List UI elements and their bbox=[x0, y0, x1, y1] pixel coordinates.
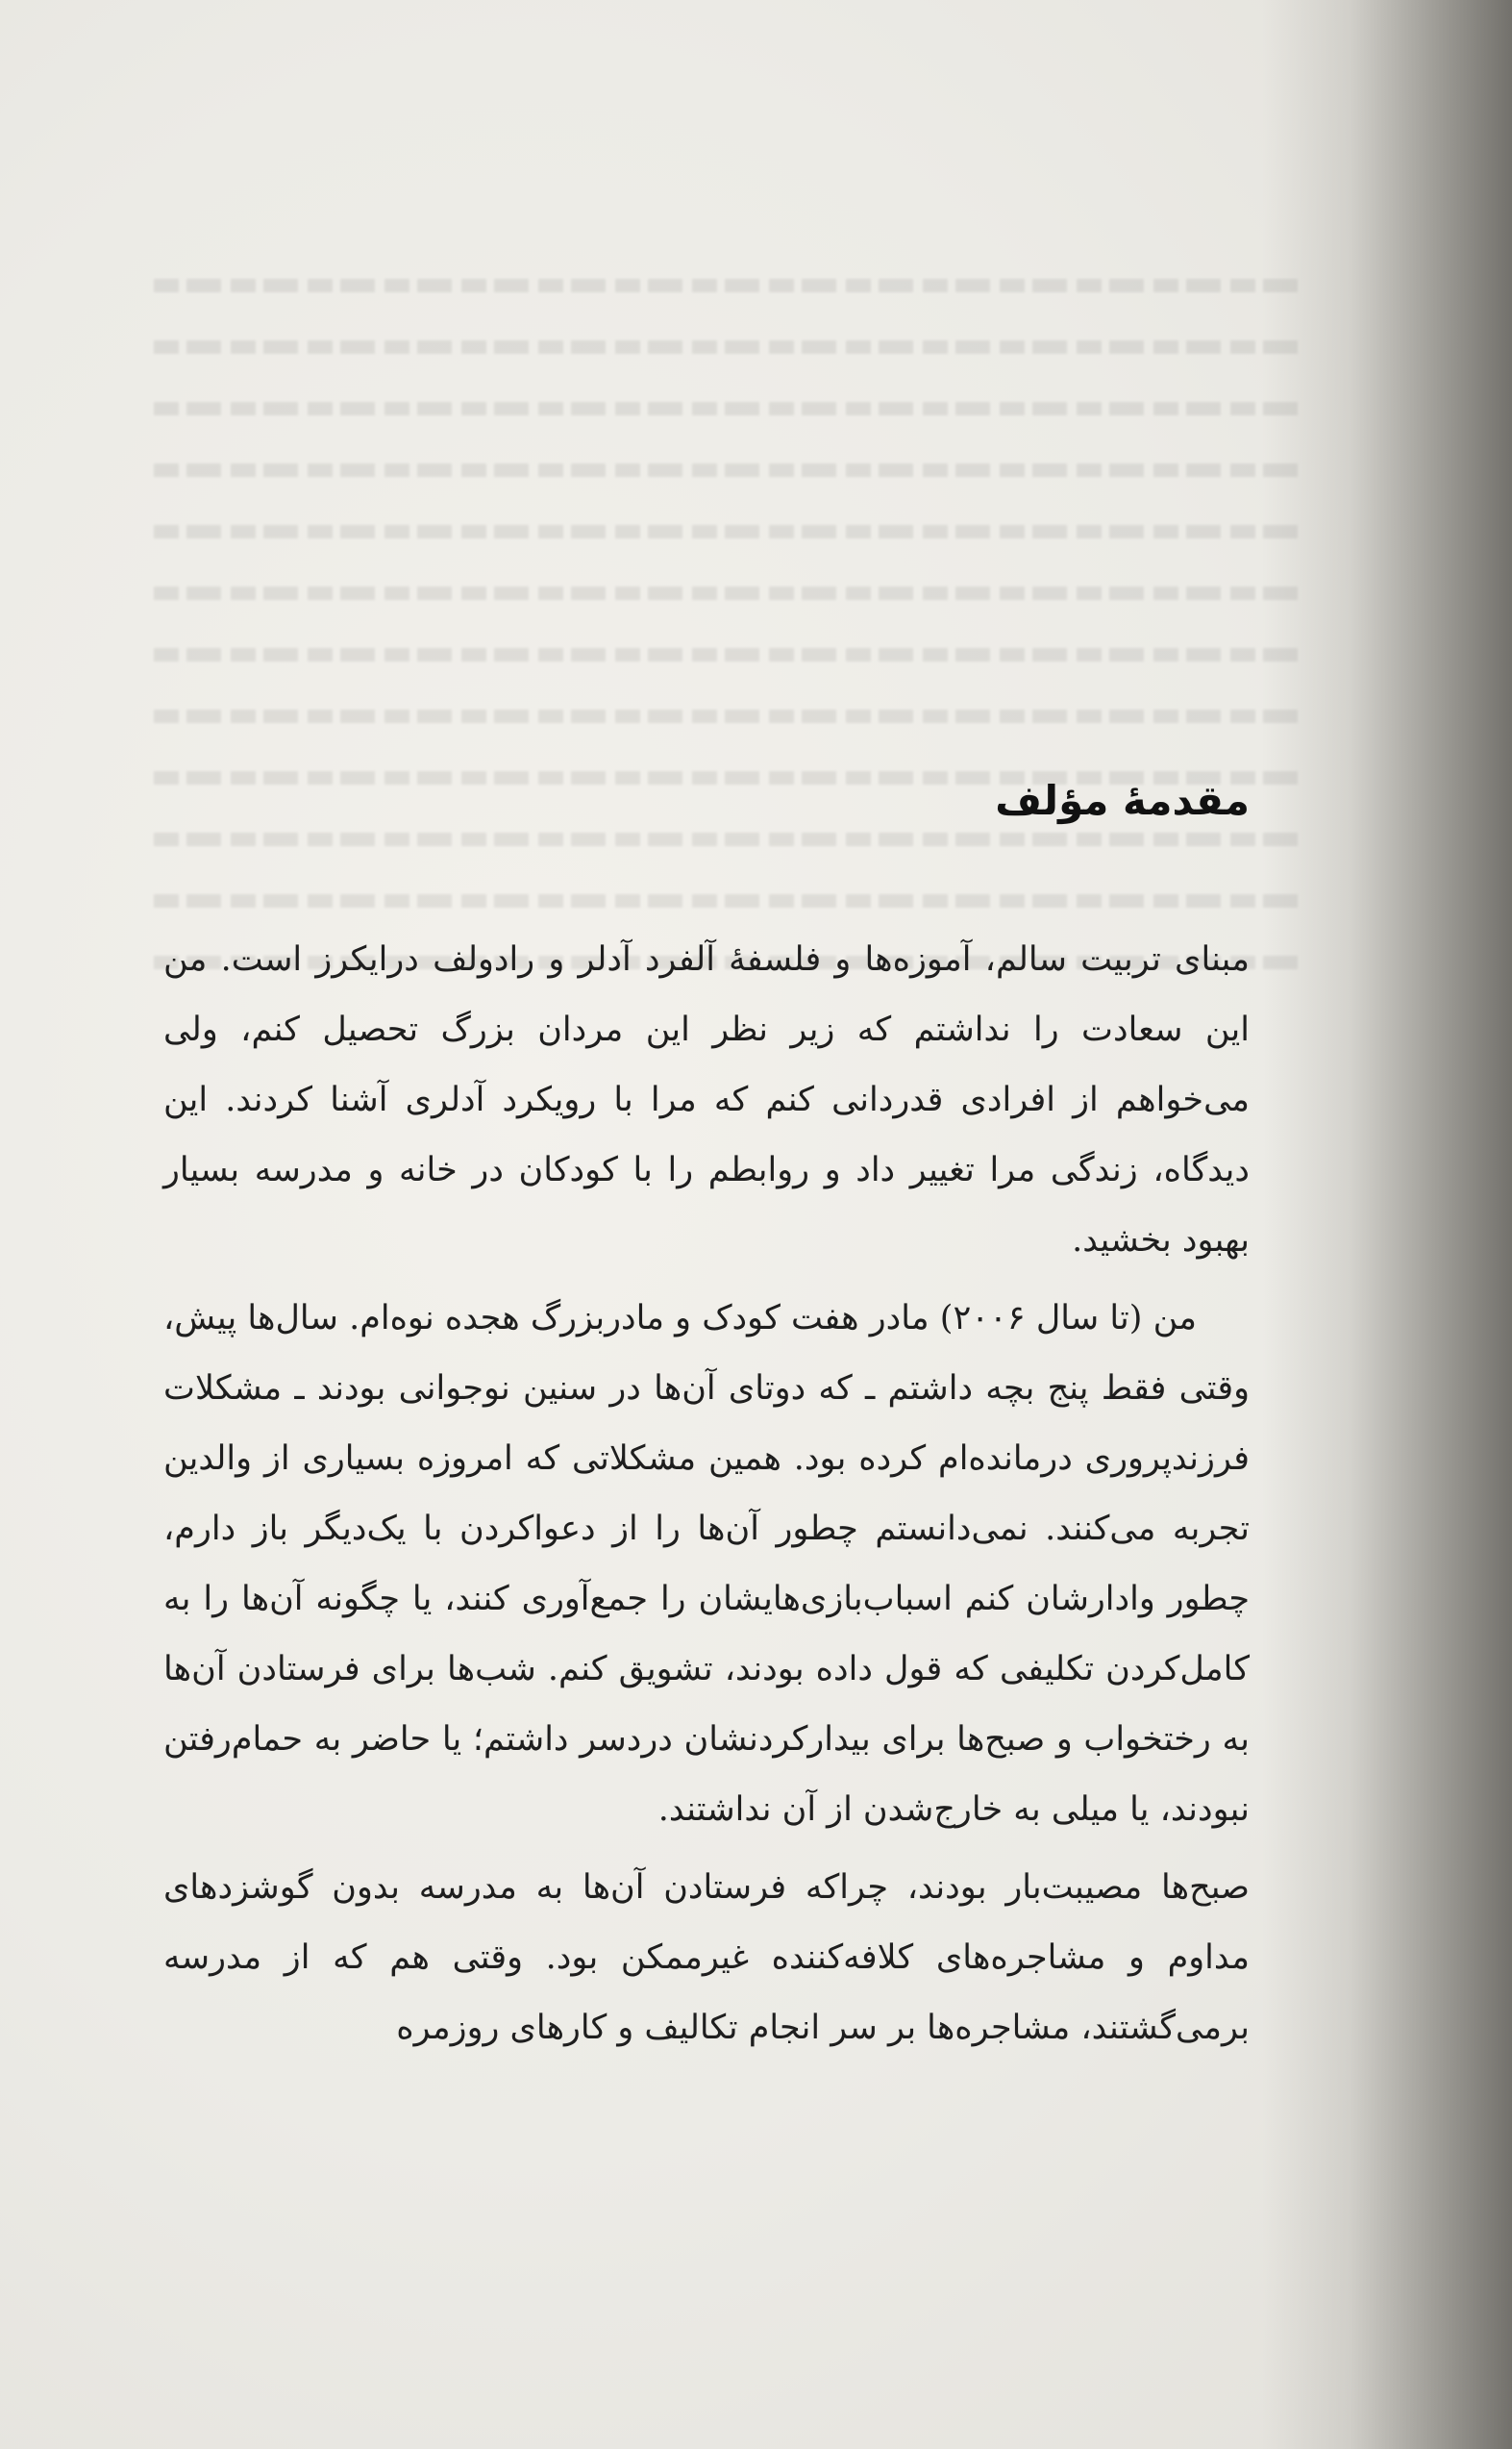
paragraph-2: من (تا سال ۲۰۰۶) مادر هفت کودک و مادربزرگ هجده نوه‌ام. سال‌ها پیش، وقتی فقط پنج بچه داشتم ـ که دوتای آن‌ها در سنین نوجوانی بودند ـ مشکلات فرزندپروری درمانده‌ام کرده بود. همین مشکلاتی که امروزه بسیاری از والدین تجربه می‌کنند. نمی‌دانستم چطور آن‌ها را از دعواکردن با یک‌دیگر باز دارم، چطور وادارشان کنم اسباب‌بازی‌هایشان را جمع‌آوری کنند، یا چگونه آن‌ها را به کامل‌کردن تکلیفی که قول داده بودند، تشویق کنم. شب‌ها برای فرستادن آن‌ها به رختخواب و صبح‌ها برای بیدارکردنشان دردسر داشتم؛ یا حاضر به حمام‌رفتن نبودند، یا میلی به خارج‌شدن از آن نداشتند. bbox=[163, 1299, 1250, 1829]
bleed-line bbox=[154, 340, 1307, 354]
bleed-line bbox=[154, 587, 1307, 600]
bleed-line bbox=[154, 279, 1307, 292]
binding-shadow bbox=[1262, 0, 1512, 2449]
bleed-line bbox=[154, 402, 1307, 415]
page-content bbox=[163, 777, 1250, 2071]
bleed-line bbox=[154, 648, 1307, 662]
paragraph-1: مبنای تربیت سالم، آموزه‌ها و فلسفهٔ آلفرد آدلر و رادولف درایکرز است. من این سعادت را نداشتم که زیر نظر این مردان بزرگ تحصیل کنم، ولی می‌خواهم از افرادی قدردانی کنم که مرا با رویکرد آدلری آشنا کردند. این دیدگاه، زندگی مرا تغییر داد و روابطم را با کودکان در خانه و مدرسه بسیار بهبود بخشید. bbox=[163, 940, 1250, 1260]
bleed-line bbox=[154, 463, 1307, 477]
chapter-heading: مقدمهٔ مؤلف bbox=[995, 777, 1250, 824]
paragraph-3: صبح‌ها مصیبت‌بار بودند، چراکه فرستادن آن‌ها به مدرسه بدون گوشزدهای مداوم و مشاجره‌های کلافه‌کننده غیرممکن بود. وقتی هم که از مدرسه برمی‌گشتند، مشاجره‌ها بر سر انجام تکالیف و کارهای روزمره bbox=[163, 1868, 1250, 2047]
bleed-line bbox=[154, 525, 1307, 538]
bleed-line bbox=[154, 710, 1307, 723]
